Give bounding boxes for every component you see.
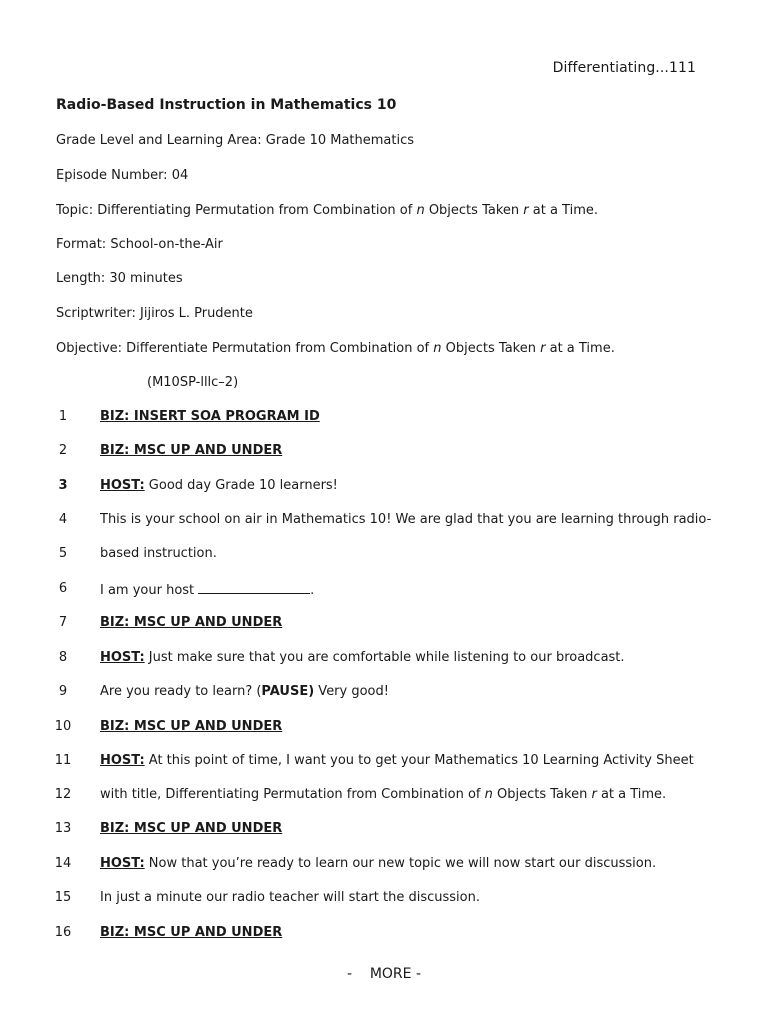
line-number: 3 <box>58 478 68 493</box>
page-reference: Differentiating...111 <box>552 60 696 76</box>
topic-post: at a Time. <box>528 203 598 218</box>
host-speech: Good day Grade 10 learners! <box>144 478 338 493</box>
var-r: r <box>591 787 597 802</box>
biz-cue: BIZ: MSC UP AND UNDER <box>100 821 283 836</box>
competency-code: (M10SP-lllc–2) <box>147 375 239 390</box>
script-line <box>0 821 768 841</box>
line-number: 11 <box>54 753 72 768</box>
objective-post: at a Time. <box>545 341 615 356</box>
topic-mid: Objects Taken <box>424 203 524 218</box>
title-mid: Objects Taken <box>492 787 592 802</box>
more-indicator: - MORE - <box>346 966 422 982</box>
line-text: This is your school on air in Mathematics 10! We are glad that you are learning through radio- <box>100 512 712 527</box>
scriptwriter: Scriptwriter: Jijiros L. Prudente <box>56 306 253 321</box>
topic <box>56 203 598 218</box>
script-line <box>0 512 768 532</box>
host-label: HOST: <box>100 753 145 768</box>
line-number: 7 <box>58 615 68 630</box>
line-number: 10 <box>54 719 72 734</box>
host-name-blank <box>198 581 310 594</box>
period: . <box>310 583 315 598</box>
line-text <box>100 684 389 699</box>
script-line <box>0 443 768 463</box>
question: Are you ready to learn? ( <box>100 684 262 699</box>
line-text: In just a minute our radio teacher will start the discussion. <box>100 890 480 905</box>
title-post: at a Time. <box>596 787 667 802</box>
line-number: 8 <box>58 650 68 665</box>
objective-pre: Objective: Differentiate Permutation from Combination of <box>56 341 434 356</box>
title-pre: with title, Differentiating Permutation from Combination of <box>100 787 485 802</box>
topic-pre: Topic: Differentiating Permutation from Combination of <box>56 203 417 218</box>
line-text <box>100 650 625 665</box>
biz-cue: BIZ: MSC UP AND UNDER <box>100 925 283 940</box>
script-line <box>0 409 768 429</box>
objective-r: r <box>540 341 546 356</box>
line-number: 5 <box>58 546 68 561</box>
document-title: Radio-Based Instruction in Mathematics 10 <box>56 97 397 113</box>
script-line <box>0 856 768 876</box>
host-speech: At this point of time, I want you to get your Mathematics 10 Learning Activity Sheet <box>144 753 694 768</box>
script-line <box>0 650 768 670</box>
host-label: HOST: <box>100 650 145 665</box>
line-number: 13 <box>54 821 72 836</box>
line-text <box>100 856 656 871</box>
script-line <box>0 787 768 807</box>
script-line <box>0 925 768 945</box>
biz-cue: BIZ: MSC UP AND UNDER <box>100 719 283 734</box>
line-number: 9 <box>58 684 68 699</box>
host-speech: Now that you’re ready to learn our new topic we will now start our discussion. <box>144 856 657 871</box>
objective-n: n <box>433 341 442 356</box>
line-number: 14 <box>54 856 72 871</box>
line-text <box>100 478 338 493</box>
objective-mid: Objects Taken <box>441 341 541 356</box>
host-speech: Just make sure that you are comfortable while listening to our broadcast. <box>144 650 625 665</box>
host-intro: I am your host <box>100 583 195 598</box>
biz-cue: BIZ: MSC UP AND UNDER <box>100 615 283 630</box>
line-number: 12 <box>54 787 72 802</box>
objective <box>56 341 615 356</box>
script-line <box>0 546 768 566</box>
biz-cue: BIZ: MSC UP AND UNDER <box>100 443 283 458</box>
line-text: based instruction. <box>100 546 217 561</box>
format: Format: School-on-the-Air <box>56 237 223 252</box>
line-text <box>100 787 666 802</box>
script-line <box>0 684 768 704</box>
script-line <box>0 581 768 601</box>
topic-n: n <box>416 203 425 218</box>
length: Length: 30 minutes <box>56 271 183 286</box>
script-line <box>0 478 768 498</box>
script-line <box>0 719 768 739</box>
line-number: 4 <box>58 512 68 527</box>
script-line <box>0 753 768 773</box>
line-number: 2 <box>58 443 68 458</box>
line-number: 16 <box>54 925 72 940</box>
script-line <box>0 890 768 910</box>
line-number: 1 <box>58 409 68 424</box>
response: Very good! <box>314 684 389 699</box>
script-line <box>0 615 768 635</box>
line-number: 15 <box>54 890 72 905</box>
topic-r: r <box>523 203 529 218</box>
line-text <box>100 753 694 768</box>
grade-level: Grade Level and Learning Area: Grade 10 Mathematics <box>56 133 415 148</box>
var-n: n <box>484 787 493 802</box>
biz-cue: BIZ: INSERT SOA PROGRAM ID <box>100 409 320 424</box>
host-label: HOST: <box>100 856 145 871</box>
host-label: HOST: <box>100 478 145 493</box>
episode-number: Episode Number: 04 <box>56 168 189 183</box>
pause-cue: PAUSE) <box>261 684 315 699</box>
line-number: 6 <box>58 581 68 596</box>
line-text <box>100 581 314 598</box>
